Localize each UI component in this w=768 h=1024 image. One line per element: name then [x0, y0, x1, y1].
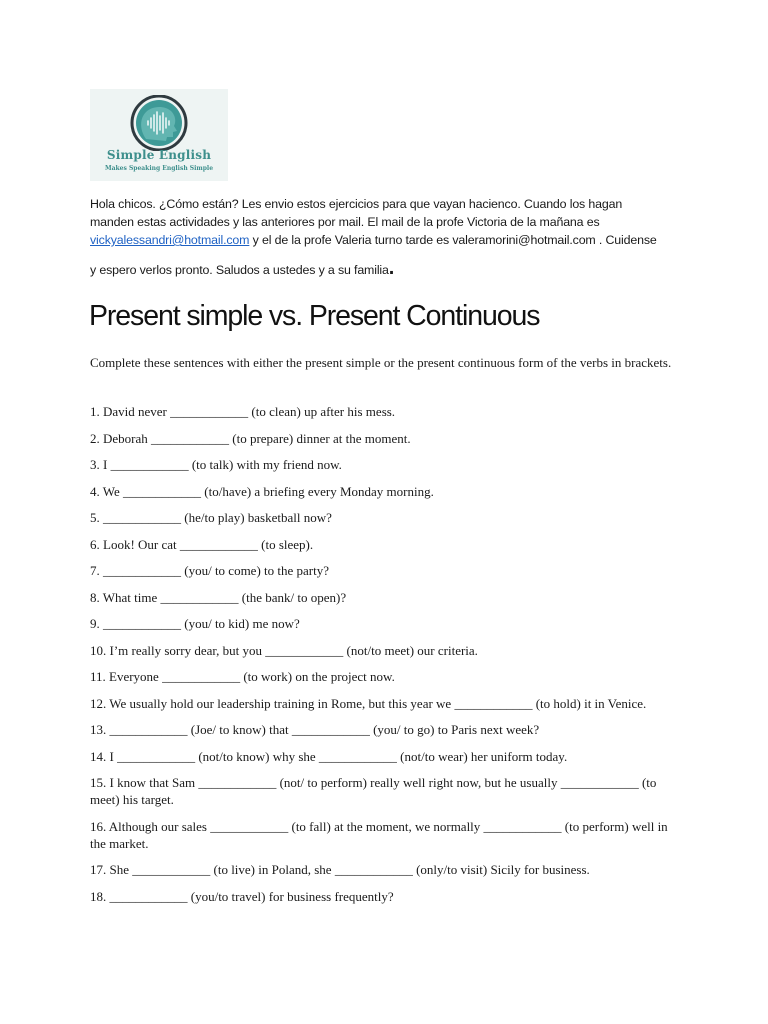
- intro-line: manden estas actividades y las anteriores por mail. El mail de la profe Victoria de la mañana es: [90, 215, 600, 229]
- exercise-item: 3. I ____________ (to talk) with my friend now.: [90, 457, 342, 472]
- logo-tagline: Makes Speaking English Simple: [104, 165, 214, 172]
- exercise-item: 6. Look! Our cat ____________ (to sleep).: [90, 536, 314, 552]
- intro-line: Hola chicos. ¿Cómo están? Les envio estos ejercicios para que vayan hacienco. Cuando los hagan: [90, 197, 623, 211]
- exercise-item: 2. Deborah ____________ (to prepare) dinner at the moment.: [90, 430, 411, 446]
- exercise-item: 16. Although our sales ____________ (to fall) at the moment, we normally ____________ (to perform) well in the market.: [90, 818, 668, 851]
- exercise-item: 11. Everyone ____________ (to work) on the project now.: [90, 669, 395, 684]
- exercise-item: 18. ____________ (you/to travel) for business frequently?: [90, 888, 394, 904]
- exercise-item: 12. We usually hold our leadership training in Rome, but this year we ____________ (to hold) it in Venice.: [90, 695, 647, 711]
- exercise-item: 8. What time ____________ (the bank/ to open)?: [90, 589, 347, 605]
- email-link-morning[interactable]: vickyalessandri@hotmail.com: [90, 233, 250, 247]
- instructions: Complete these sentences with either the present simple or the present continuous form of the verbs in brackets.: [90, 355, 672, 370]
- sign-off-text: y espero verlos pronto. Saludos a ustedes y a su familia: [90, 263, 389, 277]
- exercise-item: 10. I’m really sorry dear, but you ____________ (not/to meet) our criteria.: [90, 642, 478, 658]
- sign-off-line: [90, 257, 690, 279]
- sign-off-dot: .: [388, 257, 395, 279]
- exercise-item: 17. She ____________ (to live) in Poland, she ____________ (only/to visit) Sicily for business.: [90, 862, 590, 877]
- exercise-item: 13. ____________ (Joe/ to know) that ____________ (you/ to go) to Paris next week?: [90, 722, 540, 737]
- simple-english-logo: [90, 89, 228, 181]
- exercise-list: [90, 403, 685, 914]
- exercise-item: 15. I know that Sam ____________ (not/ to perform) really well right now, but he usually ____________ (to meet) his target.: [90, 775, 657, 807]
- exercise-item: 9. ____________ (you/ to kid) me now?: [90, 616, 300, 631]
- head-with-soundwave-icon: [126, 95, 192, 151]
- exercise-item: 5. ____________ (he/to play) basketball now?: [90, 510, 332, 525]
- exercise-item: 1. David never ____________ (to clean) up after his mess.: [90, 404, 396, 419]
- exercise-item: 14. I ____________ (not/to know) why she ____________ (not/to wear) her uniform today.: [90, 748, 568, 764]
- page-title: Present simple vs. Present Continuous: [89, 300, 540, 332]
- intro-paragraph: [90, 195, 690, 249]
- exercise-item: 7. ____________ (you/ to come) to the party?: [90, 563, 330, 578]
- intro-line-rest: y el de la profe Valeria turno tarde es valeramorini@hotmail.com . Cuidense: [249, 233, 657, 247]
- logo-title: Simple English: [106, 148, 212, 162]
- exercise-item: 4. We ____________ (to/have) a briefing every Monday morning.: [90, 483, 434, 499]
- intro-line: [90, 231, 690, 249]
